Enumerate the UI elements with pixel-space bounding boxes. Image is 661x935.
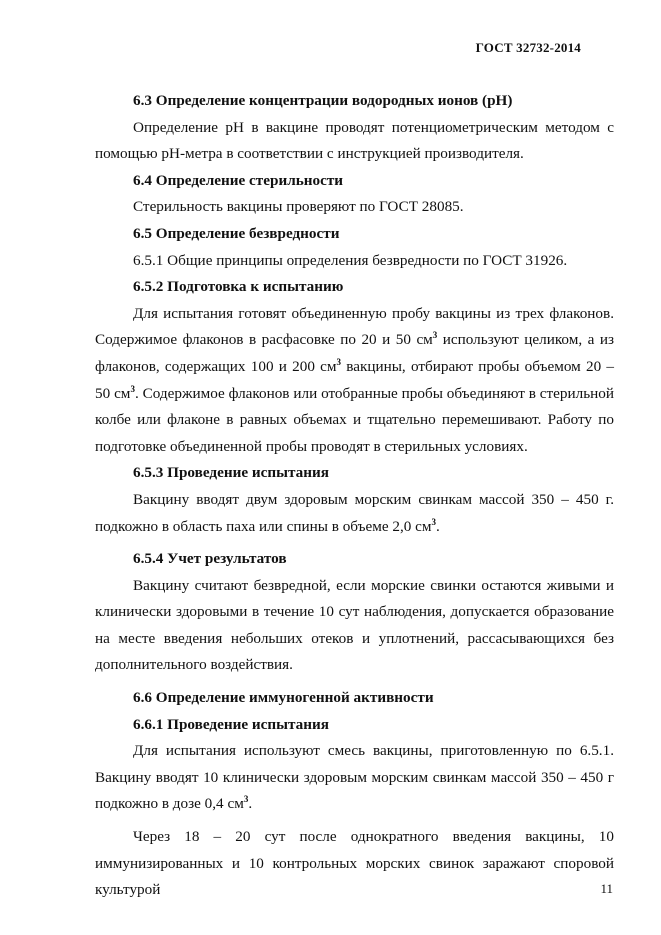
paragraph-6-5-4: Вакцину считают безвредной, если морские свинки остаются живыми и клинически здоровыми в течение 10 сут наблюдения, допускается образование на месте введения небольших отеков и уплотнений, рассасывающихся без дополнительного воздействия. bbox=[95, 576, 614, 674]
document-body bbox=[95, 88, 614, 904]
superscript: 3 bbox=[432, 330, 438, 341]
superscript: 3 bbox=[336, 356, 342, 367]
paragraph-6-4: Стерильность вакцины проверяют по ГОСТ 28085. bbox=[133, 198, 464, 216]
text-run: Для испытания используют смесь вакцины, приготовленную по 6.5.1. Вакцину вводят 10 клинически здоровым морским свинкам массой 350 – 450 г подкожно в дозе 0,4 см bbox=[95, 742, 614, 813]
text-run: Для испытания готовят объединенную пробу вакцины из трех флаконов. Содержимое флаконов в расфасовке по 20 и 50 см bbox=[95, 304, 614, 349]
text-run: . Содержимое флаконов или отобранные пробы объединяют в стерильной колбе или флаконе в равных объемах и тщательно перемешивают. Работу по подготовке объединенной пробы проводят в стерильных условиях. bbox=[95, 384, 614, 455]
section-heading-6-3: 6.3 Определение концентрации водородных ионов (рН) bbox=[133, 92, 513, 109]
section-heading-6-6: 6.6 Определение иммуногенной активности bbox=[133, 689, 434, 707]
paragraph-6-6-1-continued: Через 18 – 20 сут после однократного введения вакцины, 10 иммунизированных и 10 контрольных морских свинок заражают споровой культурой bbox=[95, 828, 614, 899]
page-number: 11 bbox=[600, 881, 613, 896]
text-run: вакцины, отбирают пробы объемом 20 – 50 см bbox=[95, 357, 614, 402]
text-run: . bbox=[248, 795, 253, 813]
text-run: Вакцину вводят двум здоровым морским свинкам массой 350 – 450 г. подкожно в область паха или спины в объеме 2,0 см bbox=[95, 490, 614, 535]
paragraph-6-5-3 bbox=[95, 487, 614, 540]
superscript: 3 bbox=[431, 516, 437, 527]
paragraph-6-6-1 bbox=[95, 738, 614, 818]
paragraph-6-5-2 bbox=[95, 301, 614, 461]
document-code: ГОСТ 32732-2014 bbox=[475, 40, 581, 55]
superscript: 3 bbox=[243, 794, 249, 805]
text-run: . bbox=[436, 517, 440, 535]
section-heading-6-6-1: 6.6.1 Проведение испытания bbox=[133, 715, 329, 733]
section-heading-6-5-2: 6.5.2 Подготовка к испытанию bbox=[133, 278, 344, 296]
section-heading-6-5-3: 6.5.3 Проведение испытания bbox=[133, 464, 329, 482]
section-heading-6-4: 6.4 Определение стерильности bbox=[133, 171, 344, 189]
paragraph-6-3: Определение рН в вакцине проводят потенциометрическим методом с помощью рН-метра в соответствии с инструкцией производителя. bbox=[95, 118, 614, 163]
section-heading-6-5: 6.5 Определение безвредности bbox=[133, 224, 340, 242]
paragraph-6-5-1: 6.5.1 Общие принципы определения безвредности по ГОСТ 31926. bbox=[133, 251, 568, 269]
section-heading-6-5-4: 6.5.4 Учет результатов bbox=[133, 550, 287, 568]
text-run: используют целиком, а из флаконов, содержащих 100 и 200 см bbox=[95, 331, 615, 375]
superscript: 3 bbox=[130, 383, 135, 394]
